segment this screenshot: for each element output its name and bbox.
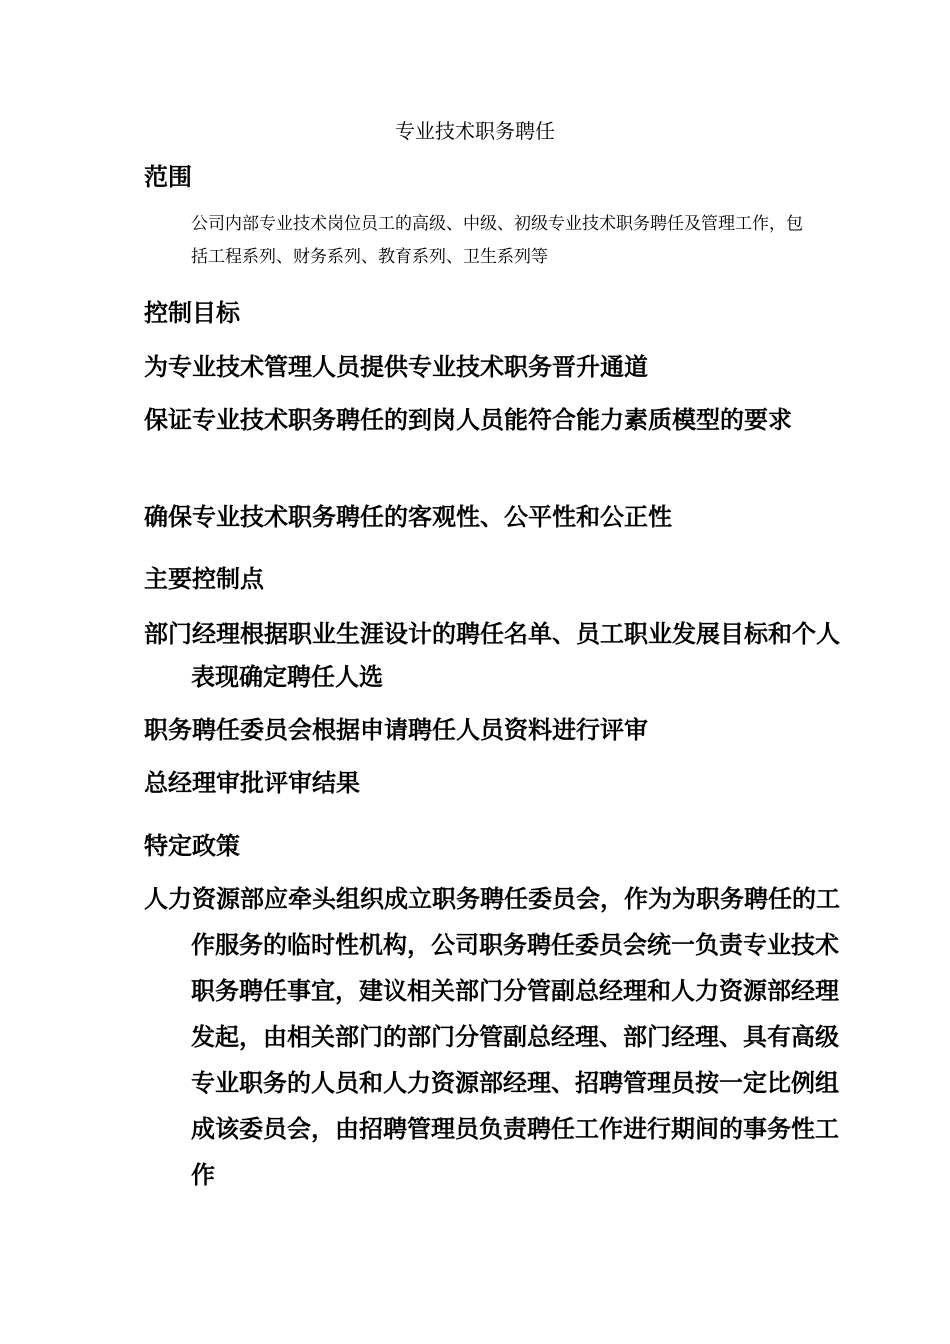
section-heading-scope: 范围 bbox=[144, 163, 192, 191]
section-heading-policy: 特定政策 bbox=[144, 832, 240, 860]
goal-item: 为专业技术管理人员提供专业技术职务晋升通道 bbox=[144, 353, 648, 381]
scope-text: 公司内部专业技术岗位员工的高级、中级、初级专业技术职务聘任及管理工作，包括工程系列、财务系列、教育系列、卫生系列等 bbox=[191, 214, 803, 267]
control-point-item: 部门经理根据职业生涯设计的聘任名单、员工职业发展目标和个人表现确定聘任人选 bbox=[144, 620, 840, 691]
section-heading-goals: 控制目标 bbox=[144, 299, 240, 327]
goal-item: 确保专业技术职务聘任的客观性、公平性和公正性 bbox=[144, 503, 672, 531]
goal-item: 保证专业技术职务聘任的到岗人员能符合能力素质模型的要求 bbox=[144, 406, 792, 434]
control-point-item: 职务聘任委员会根据申请聘任人员资料进行评审 bbox=[144, 716, 648, 744]
policy-item: 人力资源部应牵头组织成立职务聘任委员会，作为为职务聘任的工作服务的临时性机构，公司职务聘任委员会统一负责专业技术职务聘任事宜，建议相关部门分管副总经理和人力资源部经理发起，由相关部门的部门分管副总经理、部门经理、具有高级专业职务的人员和人力资源部经理、招聘管理员按一定比例组成该委员会，由招聘管理员负责聘任工作进行期间的事务性工作 bbox=[144, 885, 840, 1189]
control-point-item: 总经理审批评审结果 bbox=[144, 769, 360, 797]
section-heading-control-points: 主要控制点 bbox=[144, 565, 264, 593]
document-title: 专业技术职务聘任 bbox=[395, 119, 555, 143]
